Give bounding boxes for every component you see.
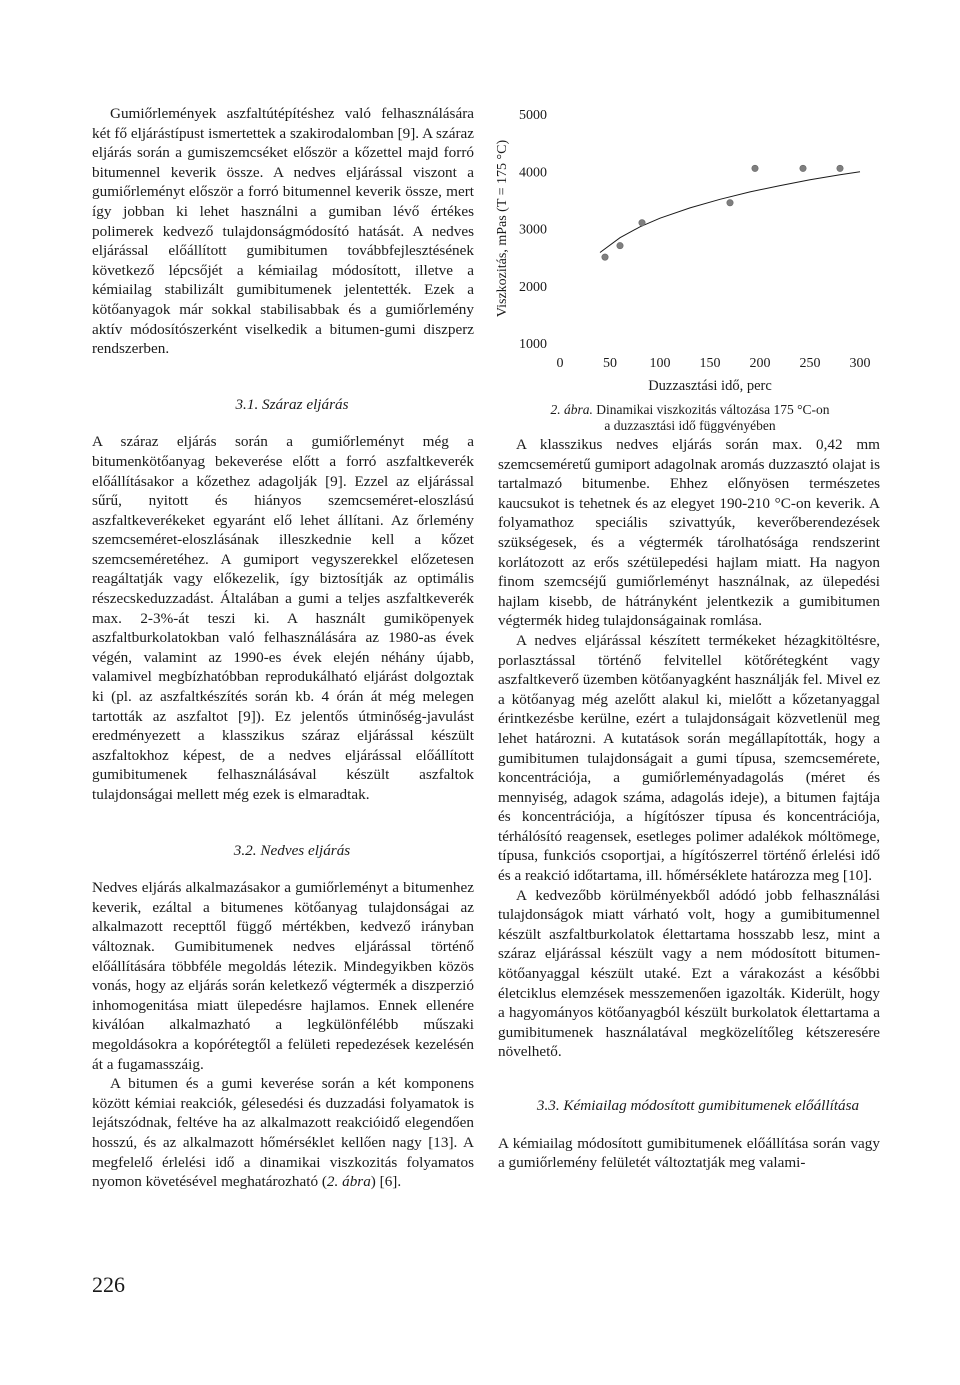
paragraph-bitumen-rubber <box>92 1074 474 1192</box>
figure-caption <box>520 402 860 434</box>
x-tick-label: 150 <box>699 356 721 371</box>
data-point <box>639 220 645 226</box>
y-axis-label: Viszkozitás, mPas (T = 175 °C) <box>495 139 510 318</box>
chart-x-ticks <box>557 356 871 371</box>
x-tick-label: 250 <box>799 356 821 371</box>
x-axis-label: Duzzasztási idő, perc <box>648 378 772 394</box>
y-tick-label: 5000 <box>519 108 547 123</box>
paragraph-wet-process: Nedves eljárás alkalmazásakor a gumiőrleményt a bitumenhez keverik, ezáltal a bitumenes kötőanyag tulajdonságai az alkalmazott recepttől függő mértékben, kedvező irányban változnak. Gumibitumenek nedves eljárással történő előállítására többféle megoldás létezik. Mindegyikben közös vonás, hogy az eljárás során keletkező végtermék a diszperzió inhomogenitása miatt ülepedésre hajlamos. Ennek ellenére kiválóan alkalmazható a legkülönfélébb műszaki megoldásokra a kopórétegtől a felületi repedezések kezelésén át a fugamasszáig. <box>92 879 474 1073</box>
x-tick-label: 200 <box>749 356 771 371</box>
right-column <box>498 435 880 1173</box>
x-tick-label: 50 <box>603 356 617 371</box>
y-tick-label: 1000 <box>519 337 547 352</box>
x-tick-label: 100 <box>649 356 671 371</box>
section-heading-3-1: 3.1. Száraz eljárás <box>235 395 349 413</box>
paragraph-intro: Gumiőrlemények aszfaltútépítéshez való felhasználására két fő eljárástípust ismertettek a szakirodalomban [9]. A száraz eljárás során a gumiszemcséket először a kőzettel majd forró bitumennel keverik össze. A nedves eljárással viszont a gumiőrleményt először a forró bitumennel keverik össze, mert így jobban ki lehet használni a gumiban lévő értékes polimerek kedvező tulajdonságmódosító hatását. A nedves eljárással előállított gumibitumen továbbfejlesztésének következő lépcsőjét a kémiailag módosított, illetve a kémiailag stabilizált gumibitumenek jelentették. Ezek a kötőanyagok már sokkal stabilisabbak és a gumiőrlemény aktív módosítószerként viselkedik a bitumen-gumi diszperz rendszerben. <box>92 105 474 358</box>
viscosity-chart <box>490 95 890 395</box>
y-tick-label: 2000 <box>519 279 547 295</box>
figure-number: 2. ábra. <box>550 402 593 417</box>
data-point <box>752 165 758 171</box>
x-tick-label: 0 <box>556 356 564 371</box>
section-heading-3-3: 3.3. Kémiailag módosított gumibitumenek előállítása <box>536 1097 860 1114</box>
paragraph-wet-products: A nedves eljárással készített termékeket hézagkitöltésre, porlasztással történő felvitellel kötőrétegként vagy aszfaltkeverő üzemben kötőanyagként használják fel. Mivel ez a kötőanyag még azelőtt alakul ki, mielőtt a kőzetanyaggal érintkezésbe kerülne, ezért a tulajdonságait közvetlenül meg lehet határozni. A kutatások során megállapították, hogy a gumibitumen tulajdonságait a gumi típusa, szemcsemérete, koncentrációja, a gumiőrleményadagolás (méret és mennyiség, adagok száma, adagolás ideje), a bitumen fajtája és koncentrációja, a hígítószer típusa és koncentrációja, térhálósító reagensek, esetleges polimer adalékok móltömege, típusa, funkciós csoportjai, a hígítószerrel történő érlelési idő és a reakció időtartama, ill. hőmérséklete határozza meg [10]. <box>498 631 880 885</box>
paragraph-lifetime: A kedvezőbb körülményekből adódó jobb felhasználási tulajdonságok miatt várható volt, hogy a gumibitumennel készült aszfaltburkolatok élettartama hosszabb lesz, mint a száraz eljárással készült vagy a nem módosított bitumen-kötőanyaggal készült utaké. Ezt a várakozást a későbbi életciklus elemzések messzemenően igazolták. Kiderült, hogy a hagyományos kötőanyagból készült burkolatok élettartama a gumibitumenek használatával megközelítőleg kétszeresére növelhető. <box>498 886 880 1061</box>
paragraph-chemical: A kémiailag módosított gumibitumenek előállítása során vagy a gumiőrlemény felületét változtatják meg valami- <box>498 1134 880 1172</box>
data-point <box>837 165 843 171</box>
x-tick-label: 300 <box>849 356 871 371</box>
chart-y-ticks <box>519 108 547 352</box>
figure-reference: 2. ábra <box>326 1173 371 1191</box>
page-number: 226 <box>92 1272 125 1297</box>
paragraph-dry-process: A száraz eljárás során a gumiőrleményt még a bitumenkötőanyag bekeverése előtt a forró aszfaltkeverék előállításakor a kőzethez adagolják [9]. Ezzel az eljárással sűrű, nyitott és hiányos szemcseméret-eloszlású aszfaltkeverékeket egyaránt elő lehet állítani. Az őrlemény szemcseméret-eloszlásának illeszkednie kell a kőzet szemcseméretéhez. A gumiport vegyszerekkel előzetesen reagáltatják vagy előkezelik, így biztosítják az optimális részecskeduzzadást. Általában a gumi a teljes aszfaltkeverék max. 2-3%-át teszi ki. A használt gumiköpenyek aszfaltburkolatokban való felhasználására az 1980-as évek végén, valamint az 1990-es évek elején néhány újabb, valamivel megbízhatóbban reprodukálható eljárást dolgoztak ki (pl. az aszfaltkészítés során kb. 4 órán át még melegen tartották az aszfaltot [9]). Ez jelentős útminőség-javulást eredményezett a klasszikus száraz eljárással készült aszfaltokhoz képest, de a nedves eljárással előállított gumibitumenek felhasználásával készült aszfaltok tulajdonságai mellett még ezek is elmaradtak. <box>92 433 474 803</box>
figure-caption-line1: Dinamikai viszkozitás változása 175 °C-on <box>596 402 830 417</box>
data-point <box>800 165 806 171</box>
data-point <box>727 200 733 206</box>
paragraph-bitumen-rubber-tail: ) [6]. <box>370 1173 402 1191</box>
chart-points <box>602 165 843 260</box>
trend-line <box>600 172 860 253</box>
left-column <box>92 104 474 1192</box>
y-tick-label: 3000 <box>519 222 547 238</box>
data-point <box>602 254 608 260</box>
paragraph-classic-wet: A klasszikus nedves eljárás során max. 0,42 mm szemcseméretű gumiport adagolnak aromás duzzasztó olajat is tartalmazó bitumenbe. Ehhez előnyösen természetes kaucsukot is tehetnek és az elegyet 190-210 °C-on keverik. A folyamathoz speciális szivattyúk, keverőberendezések szükségesek, és a végtermék tárolhatósága rendszerint korlátozott az erős szétülepedési hajlam miatt. Ha nagyon finom szemcséjű gumiőrleményt használnak, az ülepedési hajlam kisebb, de hátrányként jelentkezik a gumibitumen végtermék hideg tulajdonságainak romlása. <box>498 436 880 630</box>
data-point <box>617 242 623 248</box>
section-heading-3-2: 3.2. Nedves eljárás <box>233 841 351 859</box>
y-tick-label: 4000 <box>519 165 547 181</box>
paragraph-bitumen-rubber-text: A bitumen és a gumi keverése során a két komponens között kémiai reakciók, gélesedési és duzzadási folyamatok is lejátszódnak, feltéve ha az alkalmazott reakcióidő elegendően hosszú, és az alkalmazott hőmérséklet kellően nagy [13]. A megfelelő érlelési idő a dinamikai viszkozitás folyamatos nyomon követésével meghatározható ( <box>92 1075 474 1191</box>
figure-caption-line2: a duzzasztási idő függvényében <box>604 418 776 433</box>
